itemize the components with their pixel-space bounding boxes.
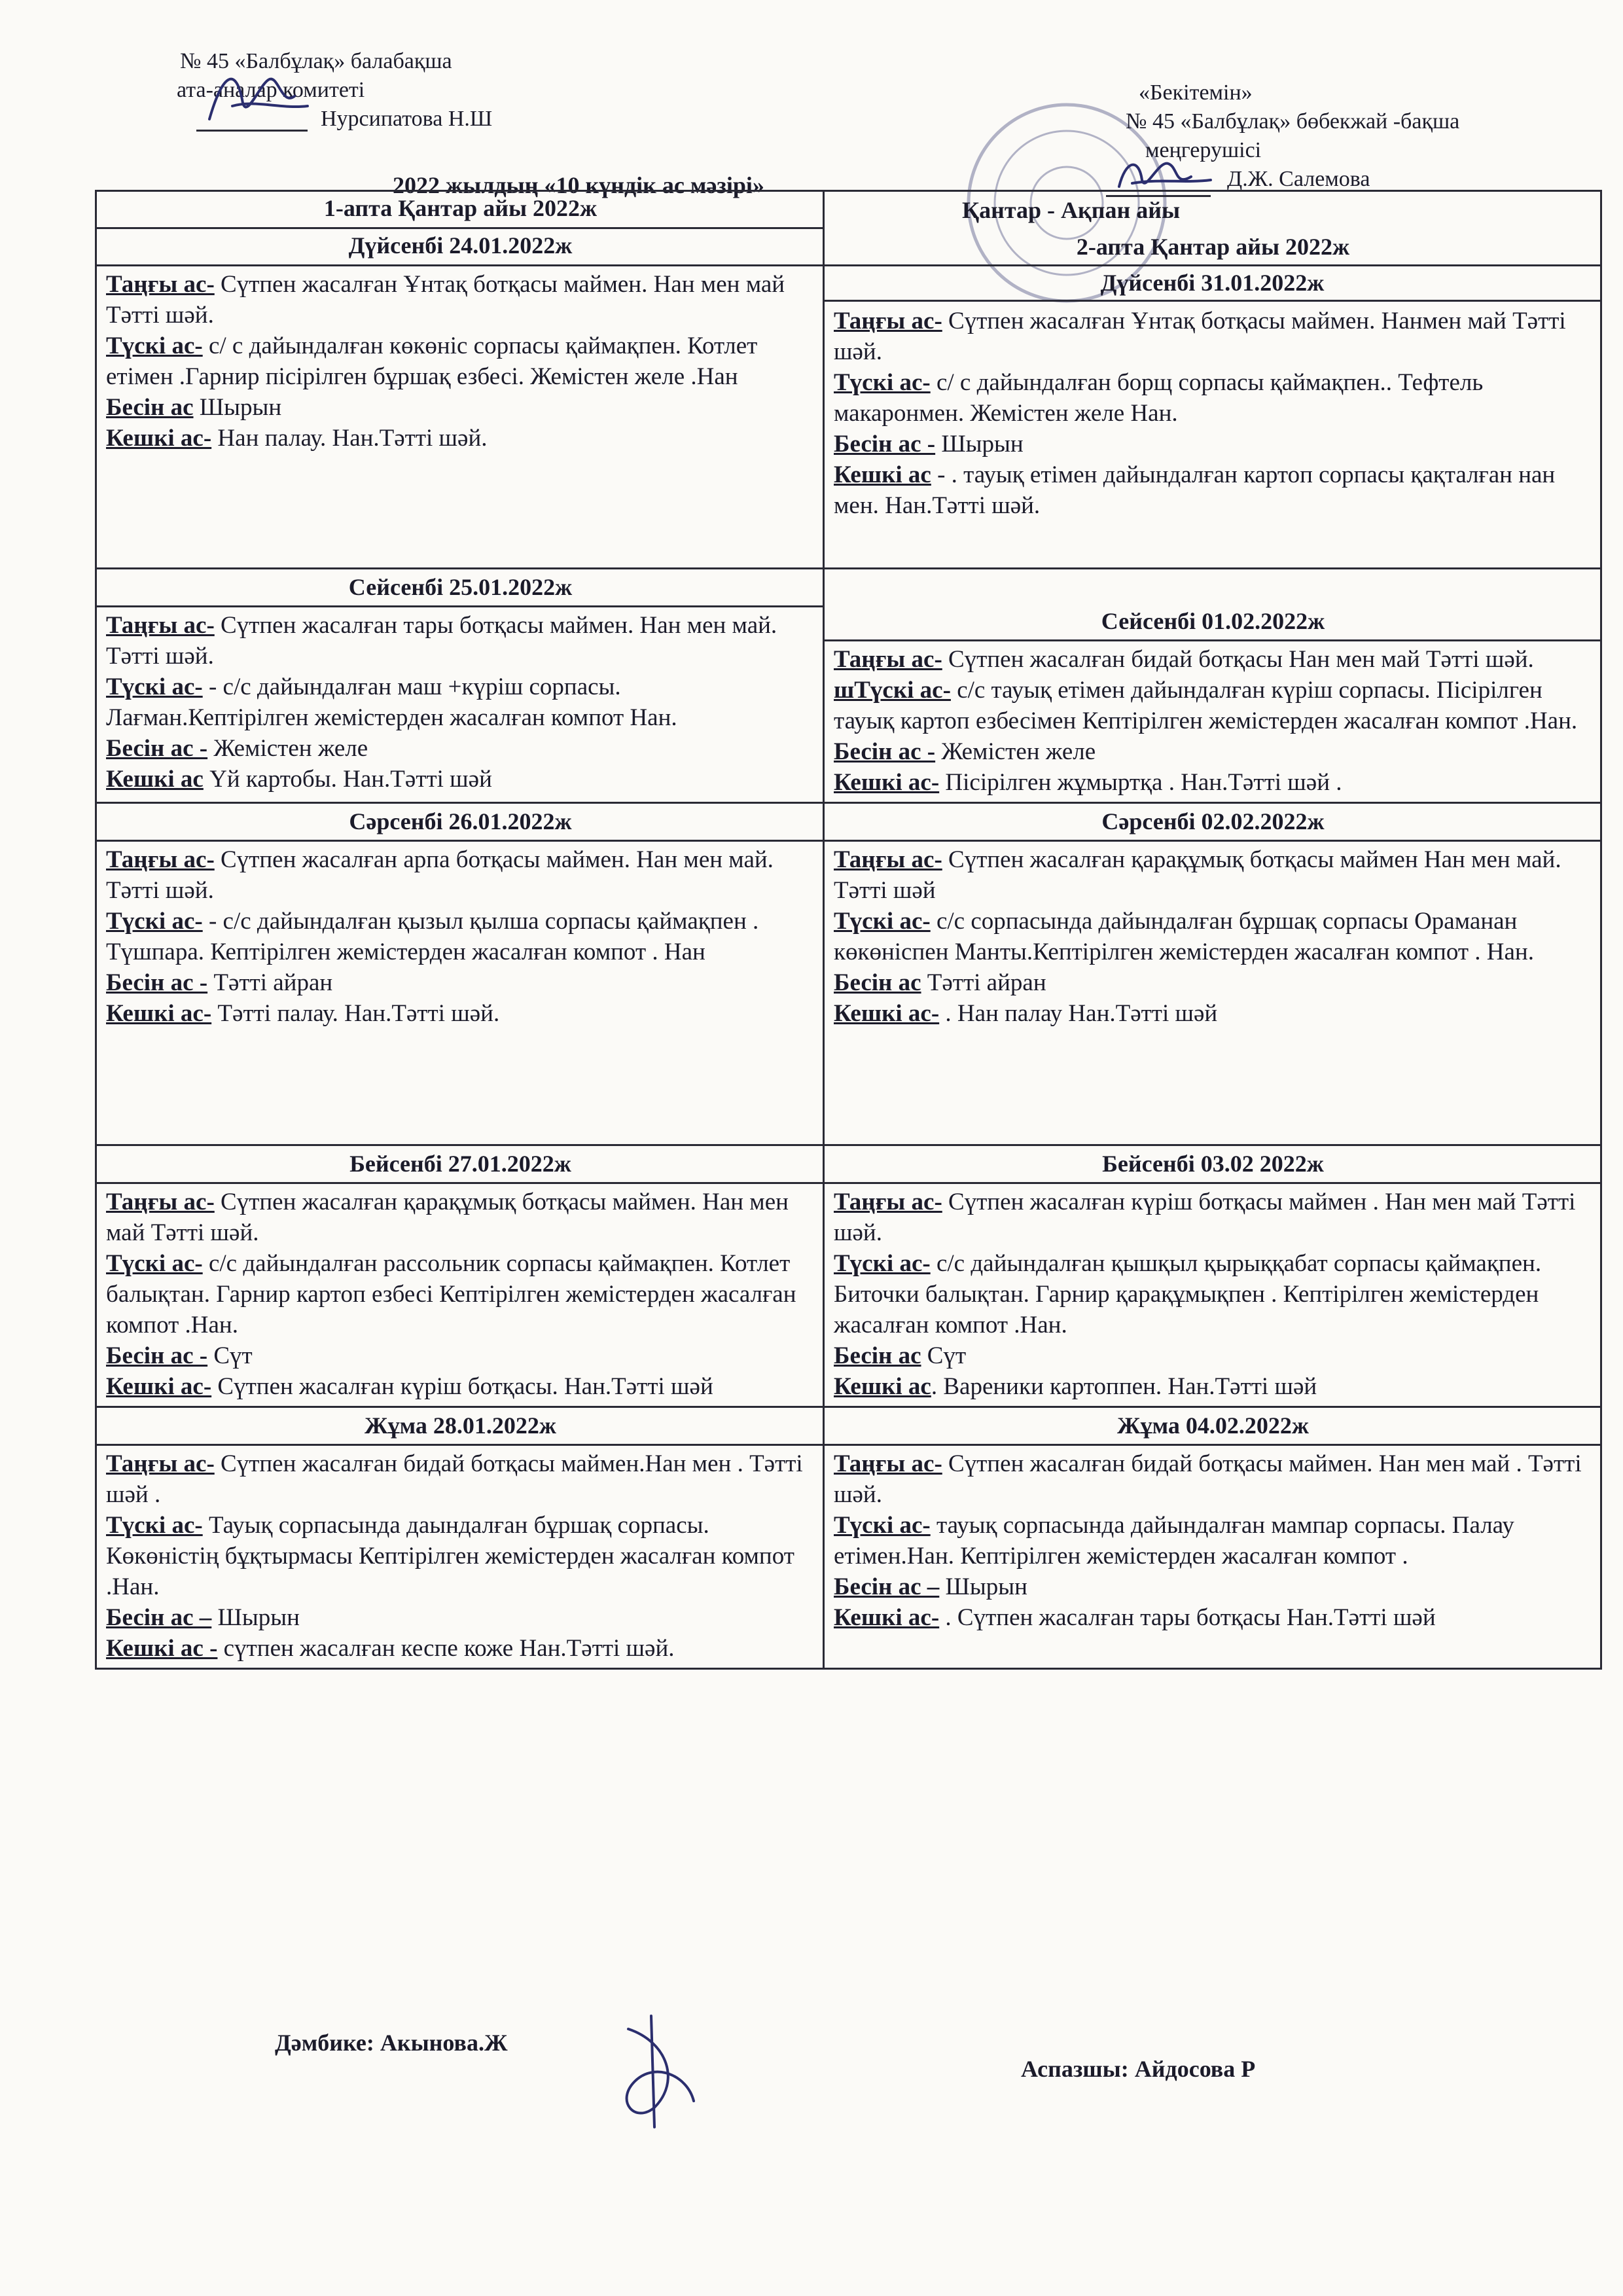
day3-w1-menu [96, 803, 824, 1145]
meal-lunch: Түскі ас- с/ с дайындалған борщ сорпасы қаймақпен.. Тефтель макаронмен. Жемістен желе Нан. [834, 369, 1484, 427]
meal-breakfast: Таңғы ас- Сүтпен жасалған бидай ботқасы маймен. Нан мен май . Тәтті шәй. [834, 1450, 1582, 1508]
day4-w2-menu [824, 1145, 1601, 1407]
day2-w2-date: Сейсенбі 01.02.2022ж [1101, 608, 1325, 634]
committee-signer: Нурсипатова Н.Ш [321, 107, 493, 131]
meal-lunch: Түскі ас- с/с дайындалған қышқыл қырыққабат сорпасы қаймақпен. Биточки балықтан. Гарнир қарақұмықпен . Кептірілген жемістерден жасалған компот .Нан. [834, 1250, 1542, 1338]
meal-breakfast: Таңғы ас- Сүтпен жасалған күріш ботқасы маймен . Нан мен май Тәтті шәй. [834, 1189, 1576, 1246]
day2-w1-date: Сейсенбі 25.01.2022ж [348, 574, 573, 600]
approval-label: «Бекітемін» [1139, 81, 1253, 105]
approval-signer: Д.Ж. Салемова [1227, 167, 1370, 191]
day5-w2-date: Жұма 04.02.2022ж [1117, 1412, 1309, 1439]
meal-snack: Бесін ас - Жемістен желе [106, 735, 368, 762]
day4-w1-date: Бейсенбі 27.01.2022ж [349, 1151, 571, 1177]
meal-lunch: Түскі ас- - с/с дайындалған қызыл қылша сорпасы қаймақпен . Түшпара. Кептірілген жемістерден жасалған компот . Нан [106, 908, 759, 965]
day-row [96, 569, 1601, 803]
meal-dinner: Кешкі ас- Нан палау. Нан.Тәтті шәй. [106, 425, 488, 452]
meal-snack: Бесін ас – Шырын [106, 1604, 300, 1631]
meal-snack: Бесін ас Сүт [834, 1342, 967, 1369]
meal-breakfast: Таңғы ас- Сүтпен жасалған қарақұмық ботқасы маймен Нан мен май. Тәтті шәй [834, 846, 1561, 904]
meal-lunch: Түскі ас- с/ с дайындалған көкөніс сорпасы қаймақпен. Котлет етімен .Гарнир пісірілген бұршақ езбесі. Жемістен желе .Нан [106, 332, 758, 390]
day-row [96, 1145, 1601, 1407]
meal-snack: Бесін ас Шырын [106, 394, 282, 421]
day5-w2-menu [824, 1407, 1601, 1669]
day2-w2-menu [824, 569, 1601, 803]
meal-snack: Бесін ас – Шырын [834, 1573, 1027, 1600]
day-row [96, 1407, 1601, 1669]
meal-lunch: Түскі ас- с/с дайындалған рассольник сорпасы қаймақпен. Котлет балықтан. Гарнир картоп езбесі Кептірілген жемістерден жасалған компот .Нан. [106, 1250, 796, 1338]
meal-snack: Бесін ас - Тәтті айран [106, 969, 333, 996]
day1-w2-date: Дүйсенбі 31.01.2022ж [825, 266, 1600, 302]
meal-snack: Бесін ас - Сүт [106, 1342, 253, 1369]
meal-lunch: Түскі ас- тауық сорпасында дайындалған мампар сорпасы. Палау етімен.Нан. Кептірілген жемістерден жасалған компот . [834, 1512, 1514, 1570]
meal-lunch: Түскі ас- Тауық сорпасында даындалған бұршақ сорпасы. Көкөністің бұқтырмасы Кептірілген жемістерден жасалған компот .Нан. [106, 1512, 794, 1600]
day3-w1-date: Сәрсенбі 26.01.2022ж [349, 808, 572, 834]
meal-breakfast: Таңғы ас- Сүтпен жасалған қарақұмық ботқасы маймен. Нан мен май Тәтті шәй. [106, 1189, 789, 1246]
meal-dinner: Кешкі ас - сүтпен жасалған кеспе коже Нан.Тәтті шәй. [106, 1635, 675, 1662]
day1-w1-menu [96, 266, 824, 569]
meal-snack: Бесін ас - Жемістен желе [834, 738, 1096, 765]
approval-kindergarten: № 45 «Балбұлақ» бөбекжай -бақша [1126, 109, 1460, 134]
meal-lunch: Түскі ас- - с/с дайындалған маш +күріш сорпасы. Лағман.Кептірілген жемістерден жасалған компот Нан. [106, 673, 677, 731]
nutritionist-signature [589, 2003, 720, 2134]
week1-header: 1-апта Қантар айы 2022ж [96, 191, 824, 228]
meal-breakfast: Таңғы ас- Сүтпен жасалған тары ботқасы маймен. Нан мен май. Тәтті шәй. [106, 612, 777, 670]
day5-w1-menu [96, 1407, 824, 1669]
meal-snack: Бесін ас - Шырын [834, 431, 1024, 457]
meal-dinner: Кешкі ас- . Сүтпен жасалған тары ботқасы Нан.Тәтті шәй [834, 1604, 1436, 1631]
kindergarten-name: № 45 «Балбұлақ» балабақша [180, 49, 452, 73]
day2-w1-menu [96, 569, 824, 803]
meal-lunch: Түскі ас- с/с сорпасында дайындалған бұршақ сорпасы Ораманан көкөніспен Манты.Кептірілген жемістерден жасалған компот . Нан. [834, 908, 1534, 965]
meal-breakfast: Таңғы ас- Сүтпен жасалған Ұнтақ ботқасы маймен. Нан мен май Тәтті шәй. [106, 271, 785, 329]
meal-snack: Бесін ас Тәтті айран [834, 969, 1046, 996]
cook-signature-label: Аспазшы: Айдосова Р [1021, 2056, 1256, 2082]
committee-signature [196, 60, 314, 139]
day4-w1-menu [96, 1145, 824, 1407]
day3-w2-menu [824, 803, 1601, 1145]
day4-w2-date: Бейсенбі 03.02 2022ж [1102, 1151, 1324, 1177]
menu-table [95, 190, 1602, 1670]
day1-w1-date: Дүйсенбі 24.01.2022ж [96, 228, 824, 266]
week2-header: 2-апта Қантар айы 2022ж [824, 191, 1601, 266]
day-row [96, 266, 1601, 569]
meal-breakfast: Таңғы ас- Сүтпен жасалған Ұнтақ ботқасы маймен. Нанмен май Тәтті шәй. [834, 308, 1566, 365]
meal-dinner: Кешкі ас- Сүтпен жасалған күріш ботқасы. Нан.Тәтті шәй [106, 1373, 713, 1400]
meal-dinner: Кешкі ас. Вареники картоппен. Нан.Тәтті шәй [834, 1373, 1317, 1400]
meal-dinner: Кешкі ас- . Нан палау Нан.Тәтті шәй [834, 1000, 1218, 1027]
week-header-row [96, 191, 1601, 228]
meal-breakfast: Таңғы ас- Сүтпен жасалған арпа ботқасы маймен. Нан мен май. Тәтті шәй. [106, 846, 774, 904]
menu-title: 2022 жылдың «10 күндік ас мәзірі» [393, 172, 764, 198]
menu-period: Қантар - Ақпан айы [962, 197, 1181, 223]
meal-breakfast: Таңғы ас- Сүтпен жасалған бидай ботқасы Нан мен май Тәтті шәй. [834, 646, 1534, 673]
day3-w2-date: Сәрсенбі 02.02.2022ж [1101, 808, 1325, 834]
committee-label: ата-аналар комитеті [177, 78, 365, 102]
meal-lunch: шТүскі ас- с/с тауық етімен дайындалған күріш сорпасы. Пісірілген тауық картоп езбесімен Кептірілген жемістерден жасалған компот .Нан. [834, 677, 1578, 734]
day1-w2-menu [824, 266, 1601, 569]
meal-breakfast: Таңғы ас- Сүтпен жасалған бидай ботқасы маймен.Нан мен . Тәтті шәй . [106, 1450, 803, 1508]
approval-position: меңгерушісі [1145, 138, 1262, 162]
day5-w1-date: Жұма 28.01.2022ж [365, 1412, 556, 1439]
meal-dinner: Кешкі ас - . тауық етімен дайындалған картоп сорпасы қақталған нан мен. Нан.Тәтті шәй. [834, 461, 1556, 519]
day-row [96, 803, 1601, 1145]
meal-dinner: Кешкі ас Үй картобы. Нан.Тәтті шәй [106, 766, 492, 793]
nutritionist-signature-label: Дәмбике: Акынова.Ж [275, 2030, 508, 2056]
meal-dinner: Кешкі ас- Пісірілген жұмыртқа . Нан.Тәтті шәй . [834, 769, 1342, 796]
meal-dinner: Кешкі ас- Тәтті палау. Нан.Тәтті шәй. [106, 1000, 500, 1027]
